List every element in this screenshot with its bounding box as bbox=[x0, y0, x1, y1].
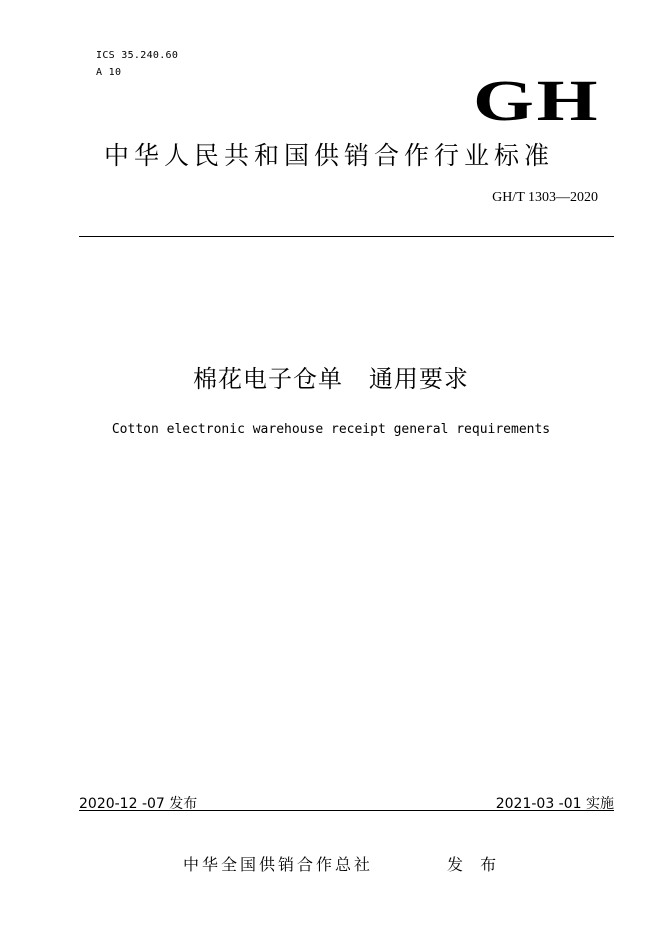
document-title-en: Cotton electronic warehouse receipt general requirements bbox=[111, 422, 551, 437]
publish-date: 2020-12 -07 发布 bbox=[79, 796, 198, 812]
gh-logo: GH bbox=[472, 68, 600, 133]
ics-code: ICS 35.240.60 bbox=[96, 50, 179, 61]
organization-title: 中华人民共和国供销合作行业标准 bbox=[104, 141, 555, 170]
header-divider bbox=[79, 236, 614, 237]
footer-divider bbox=[79, 810, 614, 811]
document-title-cn: 棉花电子仓单 通用要求 bbox=[193, 365, 469, 393]
publish-label: 发 布 bbox=[447, 855, 503, 874]
implement-date: 2021-03 -01 实施 bbox=[495, 796, 614, 812]
publisher-name: 中华全国供销合作总社 bbox=[183, 855, 374, 874]
classification-code: A 10 bbox=[96, 67, 122, 78]
standard-number: GH/T 1303—2020 bbox=[492, 190, 598, 205]
